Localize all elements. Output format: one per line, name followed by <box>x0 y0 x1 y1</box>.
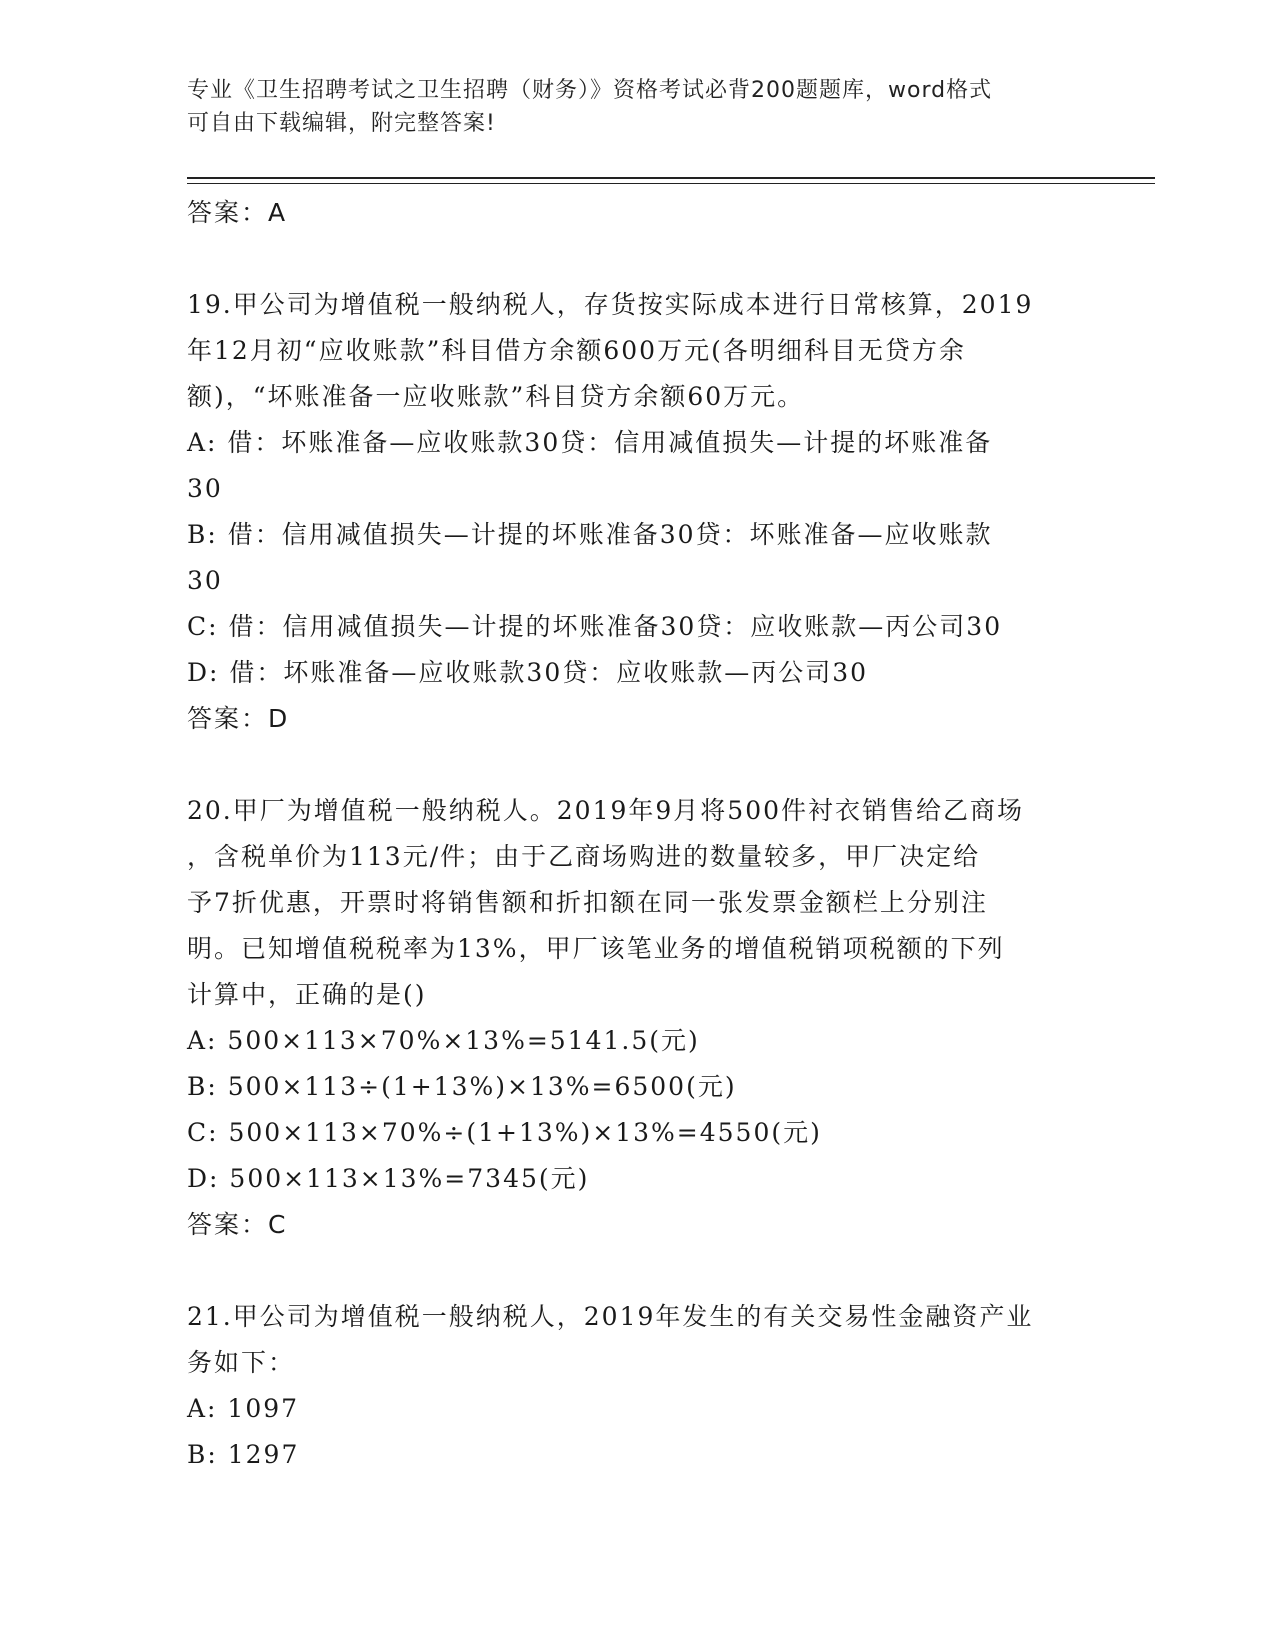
previous-answer: 答案：A <box>187 198 288 227</box>
spacer <box>187 1248 1087 1294</box>
question-21 <box>187 1294 1087 1478</box>
option-c: C: 借：信用减值损失—计提的坏账准备30贷：应收账款—丙公司30 <box>187 612 1003 641</box>
option-b: B: 1297 <box>187 1440 300 1469</box>
option-b-continued: 30 <box>187 566 223 595</box>
question-19 <box>187 282 1087 742</box>
option-b: B: 500×113÷(1+13%)×13%=6500(元) <box>187 1072 737 1101</box>
option-a: A: 1097 <box>187 1394 300 1423</box>
answer: 答案：D <box>187 704 290 733</box>
header-line-1: 专业《卫生招聘考试之卫生招聘（财务）》资格考试必背200题题库，word格式 <box>187 78 993 103</box>
question-stem-line: 21.甲公司为增值税一般纳税人，2019年发生的有关交易性金融资产业 <box>187 1302 1034 1331</box>
question-20 <box>187 788 1087 1248</box>
header-rule-thick <box>187 177 1155 179</box>
question-stem-line: 额)，“坏账准备一应收账款”科目贷方余额60万元。 <box>187 382 805 411</box>
spacer <box>187 742 1087 788</box>
option-d: D: 500×113×13%=7345(元) <box>187 1164 590 1193</box>
option-d: D: 借：坏账准备—应收账款30贷：应收账款—丙公司30 <box>187 658 869 687</box>
spacer <box>187 236 1087 282</box>
header-rule-thin <box>187 183 1155 184</box>
option-a-continued: 30 <box>187 474 223 503</box>
question-stem-line: ，含税单价为113元/件；由于乙商场购进的数量较多，甲厂决定给 <box>187 842 981 871</box>
question-stem-line: 务如下： <box>187 1348 296 1377</box>
header-line-2: 可自由下载编辑，附完整答案! <box>187 111 496 136</box>
option-a: A: 500×113×70%×13%=5141.5(元) <box>187 1026 700 1055</box>
question-stem-line: 计算中，正确的是() <box>187 980 427 1009</box>
question-stem-line: 19.甲公司为增值税一般纳税人，存货按实际成本进行日常核算，2019 <box>187 290 1034 319</box>
question-stem-line: 明。已知增值税税率为13%，甲厂该笔业务的增值税销项税额的下列 <box>187 934 1005 963</box>
question-stem-line: 年12月初“应收账款”科目借方余额600万元(各明细科目无贷方余 <box>187 336 966 365</box>
option-a: A: 借：坏账准备—应收账款30贷：信用减值损失—计提的坏账准备 <box>187 428 993 457</box>
option-c: C: 500×113×70%÷(1+13%)×13%=4550(元) <box>187 1118 822 1147</box>
document-header <box>187 74 1067 140</box>
question-stem-line: 20.甲厂为增值税一般纳税人。2019年9月将500件衬衣销售给乙商场 <box>187 796 1025 825</box>
document-body <box>187 190 1087 1478</box>
answer: 答案：C <box>187 1210 288 1239</box>
option-b: B: 借：信用减值损失—计提的坏账准备30贷：坏账准备—应收账款 <box>187 520 993 549</box>
question-stem-line: 予7折优惠，开票时将销售额和折扣额在同一张发票金额栏上分别注 <box>187 888 988 917</box>
